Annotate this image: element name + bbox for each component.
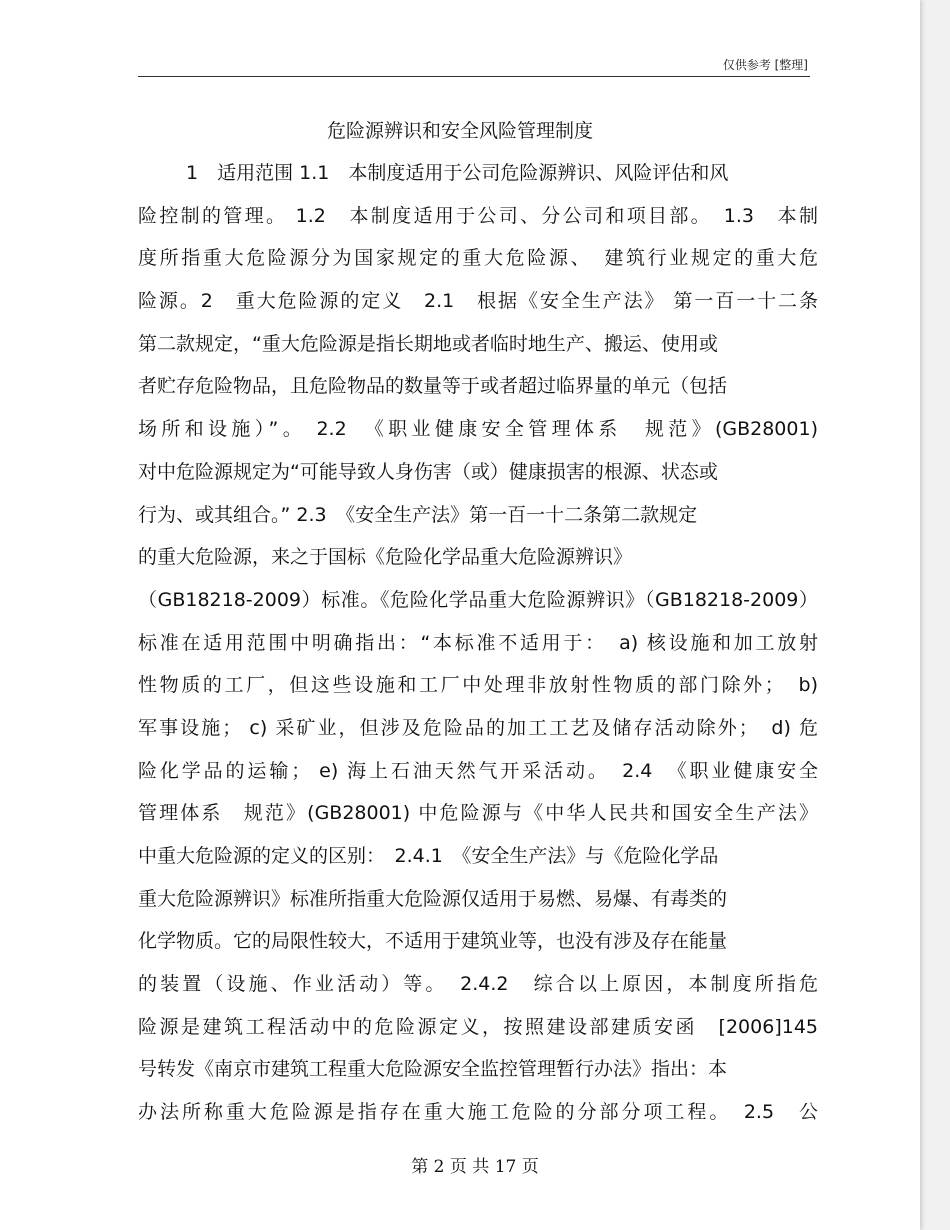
body-line: 重大危险源辨识》标准所指重大危险源仅适用于易燃、易爆、有毒类的 [138,887,728,910]
body-line: 的装置（设施、作业活动）等。 2.4.2 综合以上原因，本制度所指危 [138,973,818,996]
body-line: 的重大危险源，来之于国标《危险化学品重大危险源辨识》 [138,546,633,569]
body-line: 第二款规定，“重大危险源是指长期地或者临时地生产、搬运、使用或 [138,332,718,355]
body-line: 军事设施； c) 采矿业，但涉及危险品的加工工艺及储存活动除外； d) 危 [138,716,818,739]
document-title: 危险源辨识和安全风险管理制度 [326,120,593,142]
body-line: 险控制的管理。 1.2 本制度适用于公司、分公司和项目部。 1.3 本制 [138,204,818,227]
page-number: 第 2 页 共 17 页 [411,1157,539,1177]
body-line: 中重大危险源的定义的区别： 2.4.1 《安全生产法》与《危险化学品 [138,845,719,867]
body-line: 1 适用范围 1.1 本制度适用于公司危险源辨识、风险评估和风 [186,162,729,184]
body-line: 化学物质。它的局限性较大，不适用于建筑业等，也没有涉及存在能量 [138,930,728,953]
body-line: 对中危险源规定为“可能导致人身伤害（或）健康损害的根源、状态或 [138,460,718,483]
body-line: 性物质的工厂，但这些设施和工厂中处理非放射性物质的部门除外； b) [138,674,818,697]
body-line: 险源。2 重大危险源的定义 2.1 根据《安全生产法》 第一百一十二条 [138,290,818,313]
body-line: 场所和设施）”。 2.2 《职业健康安全管理体系 规范》(GB28001) [138,418,818,441]
body-line: 度所指重大危险源分为国家规定的重大危险源、 建筑行业规定的重大危 [138,247,818,270]
body-line: 险化学品的运输； e) 海上石油天然气开采活动。 2.4 《职业健康安全 [138,759,818,782]
body-line: 号转发《南京市建筑工程重大危险源安全监控管理暂行办法》指出：本 [138,1058,728,1081]
body-line: 者贮存危险物品，且危险物品的数量等于或者超过临界量的单元（包括 [138,375,728,398]
body-line: （GB18218-2009）标准。《危险化学品重大危险源辨识》（GB18218-2009） [138,588,818,611]
header-note: 仅供参考 [整理] [722,58,808,72]
document-body [138,156,818,1138]
body-line: 管理体系 规范》(GB28001) 中危险源与《中华人民共和国安全生产法》 [138,802,818,825]
body-line: 标准在适用范围中明确指出：“本标准不适用于： a) 核设施和加工放射 [138,631,818,654]
body-line: 办法所称重大危险源是指存在重大施工危险的分部分项工程。 2.5 公 [138,1101,818,1124]
body-line: 行为、或其组合。” 2.3 《安全生产法》第一百一十二条第二款规定 [138,503,698,526]
header-divider [138,76,810,77]
body-line: 险源是建筑工程活动中的危险源定义，按照建设部建质安函 [2006]145 [138,1015,818,1038]
